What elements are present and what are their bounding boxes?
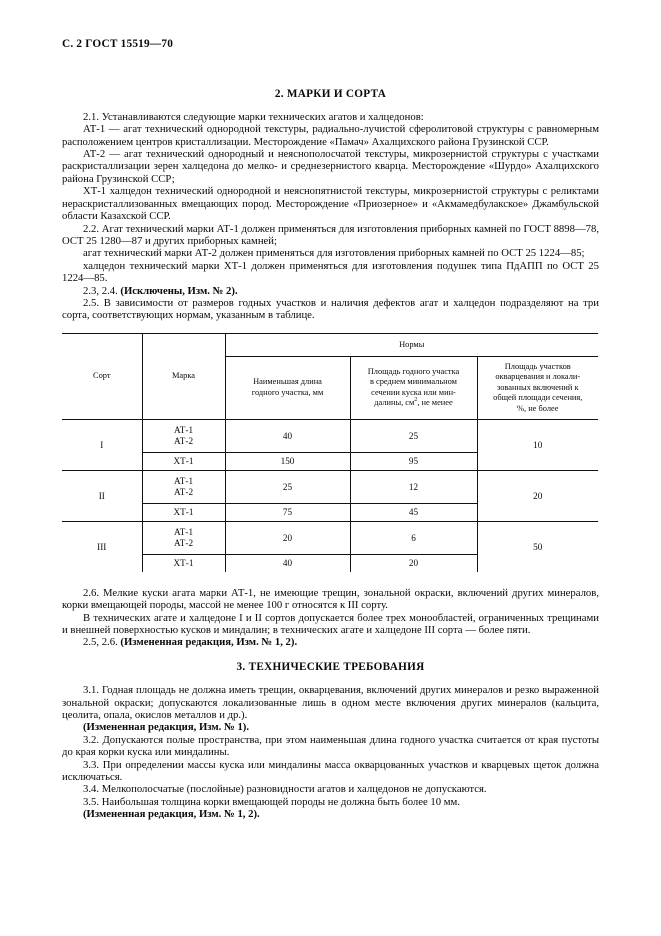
cell-area: 95 <box>350 452 477 470</box>
cell-mark: ХТ-1 <box>142 452 225 470</box>
paragraph-2-6: 2.6. Мелкие куски агата марки АТ-1, не имеющие трещин, зональной окраски, включений других минералов, корки вмещающей породы, массой не менее 100 г относятся к III сорту. <box>62 586 599 612</box>
paragraph-xt-1: ХТ-1 халцедон технический однородной и неяснопятнистой текстуры, микрозернистой структуры с реликтами нераскристаллизованных вмещающих пород. Месторождение «Приозерное» и «Акмамедбулакское» Джамбульской области Казахской ССР. <box>62 185 599 223</box>
cell-area: 20 <box>350 554 477 572</box>
cell-area: 12 <box>350 470 477 503</box>
table-row <box>62 521 598 554</box>
paragraph-monoregions: В технических агате и халцедоне I и II сортов допускается более трех монообластей, ограниченных трещинами и внешней поверхностью кусков и миндалин; в технических агате и халцедоне III сорта — более пяти. <box>62 611 599 636</box>
paragraph-2-3-2-4-note: (Исключены, Изм. № 2). <box>120 284 238 297</box>
cell-mark: ХТ-1 <box>142 554 225 572</box>
column-header-norms-group: Нормы <box>225 333 598 356</box>
paragraph-3-1-note-bold: (Измененная редакция, Изм. № 1). <box>83 721 250 734</box>
column-header-area-line3: сечении куска или мин- <box>371 387 456 397</box>
cell-quartzing-percent: 20 <box>477 470 598 521</box>
cell-mark <box>142 419 225 452</box>
cell-mark-line2: АТ-2 <box>173 537 194 548</box>
paragraph-2-5-2-6-bold: (Измененная редакция, Изм. № 1, 2). <box>120 636 298 649</box>
column-header-mark: Марка <box>142 333 225 419</box>
paragraph-3-note-bold: (Измененная редакция, Изм. № 1, 2). <box>83 808 260 821</box>
column-header-min-length-line1: Наименьшая длина <box>253 377 322 387</box>
cell-min-length: 75 <box>225 503 350 521</box>
section-heading-marks-and-grades: 2. МАРКИ И СОРТА <box>274 88 387 101</box>
paragraph-2-5-2-6-note <box>62 636 599 648</box>
column-header-min-length <box>225 356 350 419</box>
cell-sort: II <box>62 470 142 521</box>
column-header-area-line4-post: , не менее <box>417 398 453 408</box>
norms-table-head <box>62 333 598 419</box>
cell-area: 6 <box>350 521 477 554</box>
cell-mark <box>142 521 225 554</box>
section-heading-technical-requirements: 3. ТЕХНИЧЕСКИЕ ТРЕБОВАНИЯ <box>236 660 425 673</box>
paragraph-2-3-2-4-number: 2.3, 2.4. <box>83 284 121 297</box>
column-header-sort: Сорт <box>62 333 142 419</box>
column-header-quartzing-line4: общей площади сечения, <box>493 393 583 403</box>
norms-table-body <box>62 419 598 572</box>
column-header-area-superscript: 2 <box>414 397 418 404</box>
cell-sort: I <box>62 419 142 470</box>
column-header-quartzing-line1: Площадь участков <box>504 361 571 371</box>
cell-mark-line2: АТ-2 <box>173 435 194 446</box>
column-header-area <box>350 356 477 419</box>
table-row <box>62 419 598 452</box>
paragraph-2-2: 2.2. Агат технический марки АТ-1 должен применяться для изготовления приборных камней по ГОСТ 8898—78, ОСТ 25 1280—87 и других приборных камней; <box>62 222 599 247</box>
cell-mark-line1: АТ-1 <box>173 425 194 436</box>
paragraph-2-3-2-4 <box>62 285 599 297</box>
paragraph-3-3: 3.3. При определении массы куска или миндалины масса окварцованных участков и кварцевых щеток должна исключаться. <box>62 758 599 784</box>
column-header-area-line2: в среднем минимальном <box>369 377 457 387</box>
cell-min-length: 40 <box>225 554 350 572</box>
paragraph-2-5-2-6-number: 2.5, 2.6. <box>83 636 121 649</box>
cell-min-length: 150 <box>225 452 350 470</box>
paragraph-at-2: АТ-2 — агат технический однородный и неяснополосчатой текстуры, микрозернистой структуры с участками раскристаллизации зерен халцедона до мелко- и среднезернистого кварца. Месторождение «Шурдо» Ахалцихского района Грузинской ССР; <box>62 148 599 185</box>
cell-min-length: 20 <box>225 521 350 554</box>
paragraph-3-5: 3.5. Наибольшая толщина корки вмещающей породы не должна быть более 10 мм. <box>83 795 460 808</box>
cell-mark-line1: АТ-1 <box>173 476 194 487</box>
column-header-area-line1: Площадь годного участка <box>367 366 460 376</box>
paragraph-2-2-chalcedony: халцедон технический марки ХТ-1 должен применяться для изготовления подушек типа ПдАПП по ОСТ 25 1224—85. <box>62 259 599 285</box>
paragraph-3-4: 3.4. Мелкополосчатые (послойные) разновидности агатов и халцедонов не допускаются. <box>83 783 487 796</box>
column-header-area-line4 <box>351 398 477 409</box>
norms-table-header-row-group <box>62 333 598 356</box>
paragraph-2-2-agate: агат технический марки АТ-2 должен применяться для изготовления приборных камней по ОСТ 25 1224—85; <box>83 247 585 260</box>
column-header-quartzing-line3: зованных включений к <box>496 382 579 392</box>
cell-quartzing-percent: 50 <box>477 521 598 572</box>
paragraph-3-note <box>62 808 599 820</box>
column-header-quartzing-line2: окварцевания и локали- <box>495 372 581 382</box>
cell-area: 25 <box>350 419 477 452</box>
cell-mark-line2: АТ-2 <box>173 486 194 497</box>
paragraph-3-2: 3.2. Допускаются полые пространства, при этом наименьшая длина годного участка считается от края пустоты до края корки куска или миндалины. <box>62 733 599 759</box>
paragraph-3-1-note <box>62 721 599 733</box>
paragraph-at-1: АТ-1 — агат технический однородной текстуры, радиально-лучистой сферолитовой структуры с равномерным расположением центров кристаллизации. Месторождение «Памач» Ахалцихского района Грузинской ССР. <box>62 123 599 148</box>
cell-mark <box>142 470 225 503</box>
cell-quartzing-percent: 10 <box>477 419 598 470</box>
table-row <box>62 470 598 503</box>
column-header-area-line4-pre: далины, см <box>374 398 415 408</box>
cell-mark-line1: АТ-1 <box>173 527 194 538</box>
cell-area: 45 <box>350 503 477 521</box>
cell-min-length: 25 <box>225 470 350 503</box>
column-header-min-length-line2: годного участка, мм <box>251 387 324 397</box>
column-header-quartzing-line5: %, не более <box>517 403 559 413</box>
running-head: С. 2 ГОСТ 15519—70 <box>62 38 174 50</box>
column-header-quartzing <box>477 356 598 419</box>
paragraph-2-1: 2.1. Устанавливаются следующие марки технических агатов и халцедонов: <box>83 110 424 123</box>
cell-mark: ХТ-1 <box>142 503 225 521</box>
paragraph-3-1: 3.1. Годная площадь не должна иметь трещин, окварцевания, включений других минералов и резко выраженной зональной окраски; допускаются локализованные лишь в одном месте включения других минералов (кальцита, цеолита, опала, окислов металлов и др.). <box>62 684 599 722</box>
cell-min-length: 40 <box>225 419 350 452</box>
paragraph-2-5: 2.5. В зависимости от размеров годных участков и наличия дефектов агат и халцедон подразделяют на три сорта, соответствующих нормам, указанным в таблице. <box>62 296 599 322</box>
cell-sort: III <box>62 521 142 572</box>
norms-table <box>62 333 598 572</box>
